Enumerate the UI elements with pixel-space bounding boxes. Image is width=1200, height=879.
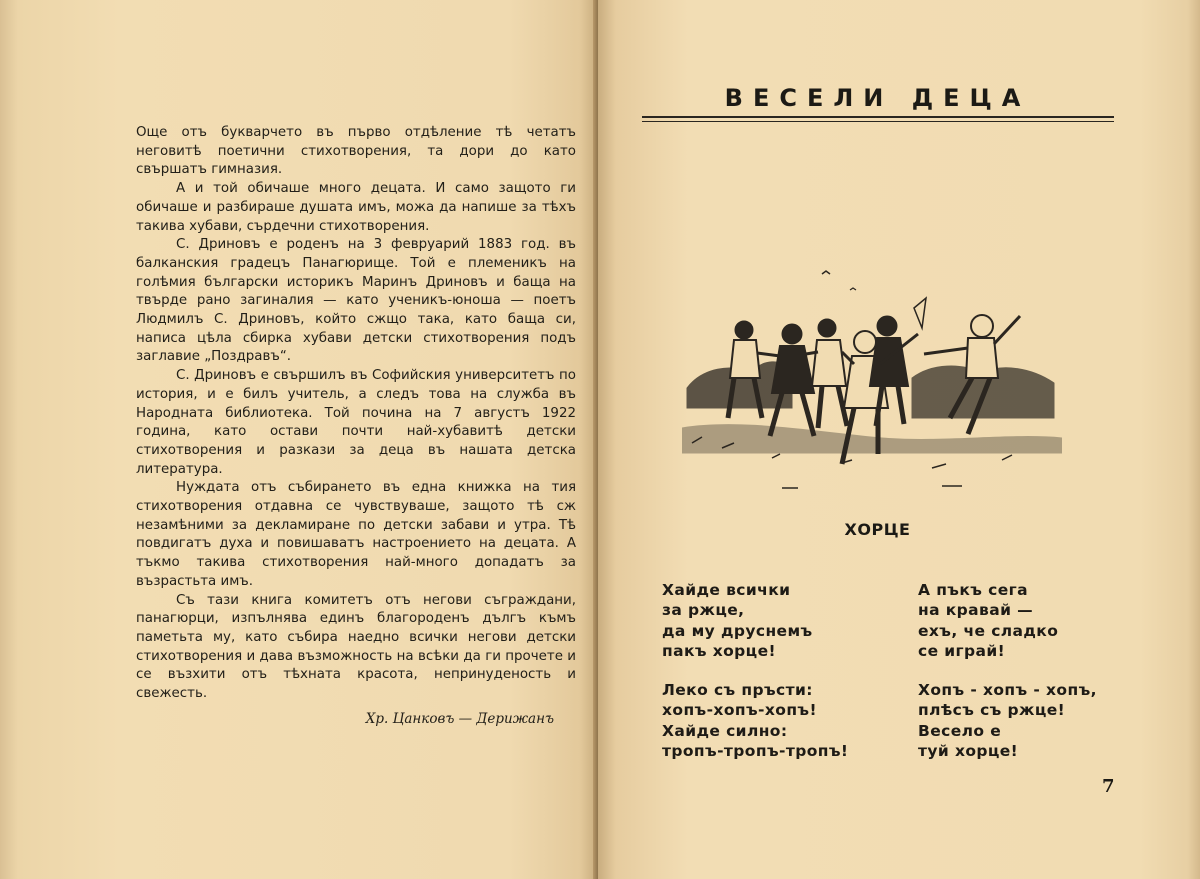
poem-line: на кравай —	[918, 601, 1034, 620]
poem-line: се играй!	[918, 642, 1006, 661]
paragraph: Още отъ букварчето въ първо отдѣление тѣ четатъ неговитѣ поетични стихотворения, та дори до като свършатъ гимназия.	[136, 125, 576, 178]
dancing-children-illustration	[682, 268, 1062, 498]
left-page	[0, 0, 598, 879]
poem-line: туй хорце!	[918, 742, 1019, 761]
poem-line: да му друснемъ	[662, 621, 813, 640]
poem-line: за ржце,	[662, 601, 745, 620]
paragraph: Съ тази книга комитетъ отъ негови съграждани, панагюрци, изпълнява единъ благороденъ дългъ къмъ паметьта му, като събира наедно всички негови детски стихотворения и дава възможность на всѣки да ги прочете и се възхити отъ тѣхната красота, непринуденость и свежесть.	[136, 592, 576, 702]
paragraph: А и той обичаше много децата. И само защото ги обичаше и разбираше душата имъ, можа да напише за тѣхъ такива хубави, сърдечни стихотворения.	[136, 181, 576, 234]
heading-rule	[642, 116, 1114, 122]
stanza	[662, 680, 848, 762]
poem-line: плѣсъ съ ржце!	[918, 701, 1066, 720]
poem-line: тропъ-тропъ-тропъ!	[662, 742, 849, 761]
poem-line: Хайде силно:	[662, 721, 788, 740]
poem-line: хопъ-хопъ-хопъ!	[662, 701, 817, 720]
poem-line: пакъ хорце!	[662, 642, 776, 661]
page-number: 7	[1102, 776, 1115, 797]
poem-line: ехъ, че сладко	[918, 621, 1059, 640]
left-page-text	[136, 124, 576, 729]
poem-line: Хайде всички	[662, 581, 791, 599]
poem-title: ХОРЦЕ	[844, 520, 911, 539]
author-signature: Хр. Цанковъ — Дерижанъ	[365, 710, 554, 727]
poem-line: А пъкъ сега	[918, 581, 1028, 599]
paragraph: Нуждата отъ събирането въ една книжка на тия стихотворения отдавна се чувствуваше, защото тѣ сж незамѣними за декламиране по детски забави и утра. Тѣ повдигатъ духа и повишаватъ настроението на децата. А тъкмо такива стихотворения най-много допадатъ за възрастьта имъ.	[136, 480, 576, 589]
paragraph: С. Дриновъ е свършилъ въ Софийския университетъ по история, и е билъ учитель, а следъ това на служба въ Народната библиотека. Той почина на 7 августъ 1922 година, като остави почти най-хубавитѣ детски стихотворения и разкази за деца въ нашата детска литература.	[136, 368, 576, 477]
stanza	[662, 580, 813, 662]
poem-line: Леко съ пръсти:	[662, 681, 813, 699]
stanza	[918, 580, 1058, 662]
paragraph: С. Дриновъ е роденъ на 3 февруарий 1883 год. въ балканския градецъ Панагюрище. Той е племеникъ на голѣмия български историкъ Маринъ Дриновъ и баща на твърде рано загиналия — като ученикъ-юноша — поетъ Людмилъ С. Дриновъ, който сжщо така, като баща си, написа цѣла сбирка хубави детски стихотворения подъ заглавие „Поздравъ“.	[136, 237, 576, 365]
section-heading: ВЕСЕЛИ ДЕЦА	[724, 84, 1031, 112]
poem-line: Хопъ - хопъ - хопъ,	[918, 681, 1097, 699]
stanza	[918, 680, 1097, 762]
poem-line: Весело е	[918, 721, 1002, 740]
